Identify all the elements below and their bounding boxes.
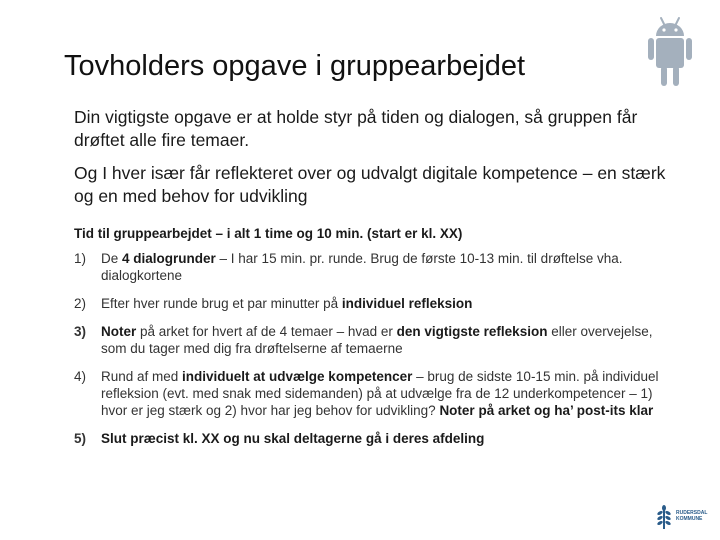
list-number: 3) [74,324,87,339]
list-number: 2) [74,296,87,311]
list-number: 1) [74,251,87,266]
list-item-1: 1) De 4 dialogrunder – I har 15 min. pr. runde. Brug de første 10-13 min. til drøftelse vha. dialogkortene [74,251,623,283]
list-number: 4) [74,369,87,384]
time-heading: Tid til gruppearbejdet – i alt 1 time og 10 min. (start er kl. XX) [74,226,463,241]
intro-paragraph-2: Og I hver især får reflekteret over og udvalgt digitale kompetence – en stærk og en med behov for udvikling [74,163,666,206]
slide-title: Tovholders opgave i gruppearbejdet [64,50,526,82]
android-robot-icon [647,14,693,94]
list-item-2: 2) Efter hver runde brug et par minutter på individuel refleksion [74,296,473,311]
list-number: 5) [74,431,87,446]
list-item-5: 5) Slut præcist kl. XX og nu skal deltagerne gå i deres afdeling [74,431,485,446]
logo-line-2: KOMMUNE [676,516,703,522]
logo-line-1: RUDERSDAL [676,510,708,516]
slide-content [74,106,674,458]
intro-paragraph-1: Din vigtigste opgave er at holde styr på tiden og dialogen, så gruppen får drøftet alle fire temaer. [74,107,638,150]
rudersdal-logo-icon [655,505,673,531]
list-item-3: 3) Noter på arket for hvert af de 4 temaer – hvad er den vigtigste refleksion eller overvejelse, som du tager med dig fra drøftelserne af temaerne [74,324,653,356]
list-item-4: 4) Rund af med individuelt at udvælge kompetencer – brug de sidste 10-15 min. på individuel refleksion (evt. med snak med sidemanden) på at udvælge fra de 12 underkompetencer – 1) hvor er jeg stærk og 2) hvor har jeg behov for udvikling? Noter på arket og ha’ post-its klar [74,369,659,418]
logo-text [676,510,707,522]
